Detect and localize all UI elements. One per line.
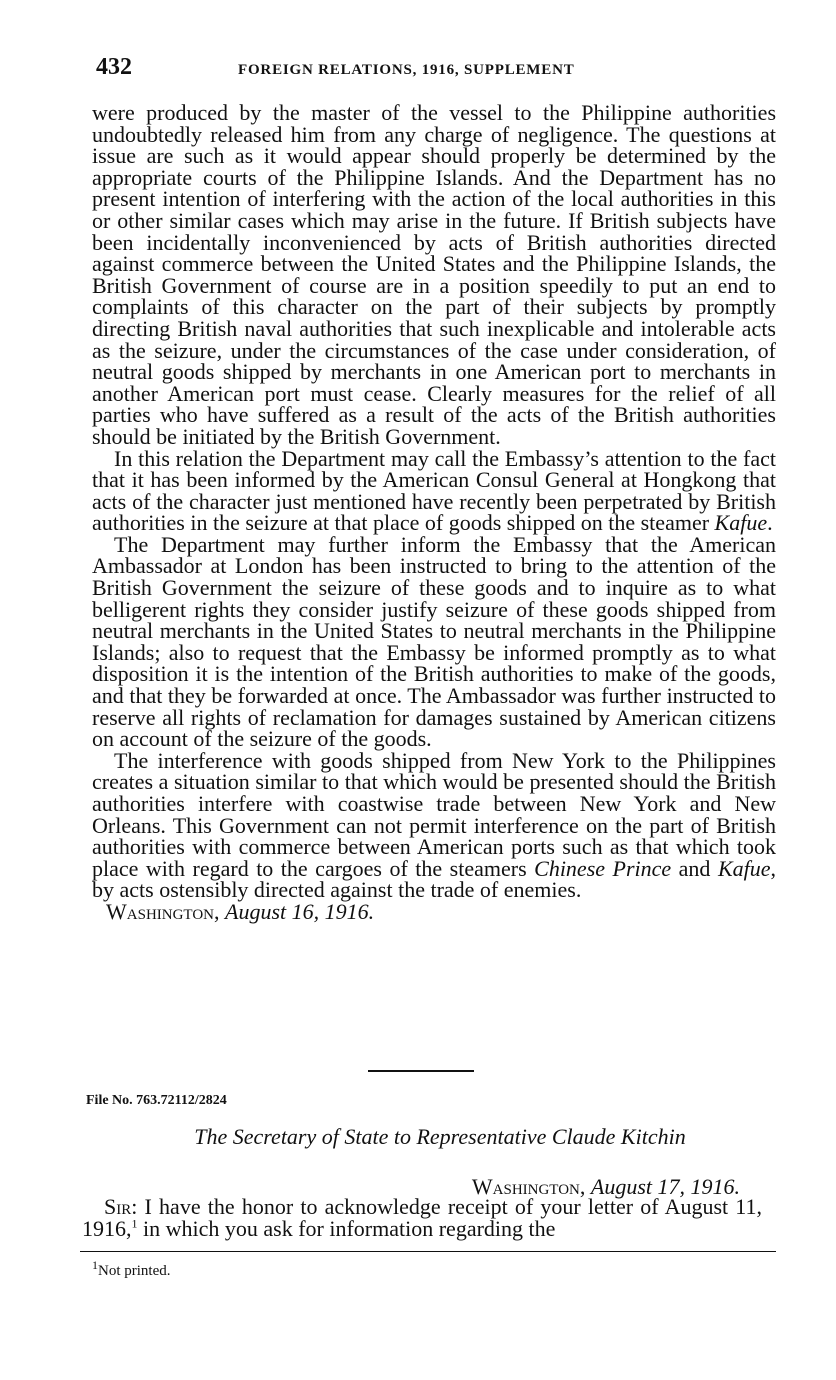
letter-text: in which you ask for information regarding the <box>137 1215 556 1241</box>
paragraph-ambassador-instructions: The Department may further inform the Embassy that the American Ambassador at London has been instructed to bring to the attention of the British Government the seizure of these goods and to inquire as to what belligerent rights they consider justify seizure of these goods shipped from neutral merchants in the United States to neutral merchants in the Philippine Islands; also to request that the Embassy be informed promptly as to what disposition it is the intention of the British authorities to make of the goods, and that they be forwarded at once. The Ambassador was further instructed to reserve all rights of reclamation for damages sustained by American citizens on account of the seizure of the goods. <box>92 531 776 752</box>
paragraph-text: The interference with goods shipped from New York to the Philippines creates a situation similar to that which would be presented should the British authorities interfere with coastwise trade between New York and New Orleans. This Government can not permit interference on the part of British authorities with commerce between American ports such as that which took place with regard to the cargoes of the steamers <box>92 747 776 881</box>
footnote-reference: 1 <box>131 1216 138 1231</box>
salutation: Sir: <box>104 1194 138 1219</box>
paragraph-text: and <box>671 855 718 881</box>
document-title: The Secretary of State to Representative Claude Kitchin <box>194 1124 686 1149</box>
running-head: FOREIGN RELATIONS, 1916, SUPPLEMENT <box>238 62 575 78</box>
signoff-place: Washington, <box>106 898 220 924</box>
paragraph-continuation: were produced by the master of the vessel to the Philippine authorities undoubtedly released him from any charge of negligence. The questions at issue are such as it would appear should properly be determined by the appropriate courts of the Philippine Islands. And the Department has no present intention of interfering with the action of the local authorities in this or other similar cases which may arise in the future. If British subjects have been incidentally inconvenienced by acts of British authorities directed against commerce between the United States and the Philippine Islands, the British Government of course are in a position speedily to put an end to complaints of this character on the part of their subjects by promptly directing British naval authorities that such inexplicable and intolerable acts as the seizure, under the circumstances of the case under consideration, of neutral goods shipped by merchants in one American port to merchants in another American port must cease. Clearly measures for the relief of all parties who have suffered as a result of the acts of the British authorities should be initiated by the British Government. <box>92 100 776 449</box>
footnote <box>92 1258 171 1280</box>
signoff-date: August 16, 1916. <box>225 898 375 924</box>
ship-name: Kafue <box>717 855 771 881</box>
paragraph-kafue-seizure <box>92 445 776 536</box>
file-number: File No. 763.72112/2824 <box>86 1093 227 1108</box>
ship-name: Chinese Prince <box>534 855 672 881</box>
section-divider <box>368 1070 474 1072</box>
paragraph-text: . <box>767 510 773 536</box>
footnote-rule <box>80 1251 776 1252</box>
dateline-date: August 17, 1916. <box>590 1174 740 1199</box>
main-text <box>92 102 776 923</box>
page-header <box>96 54 776 84</box>
dateline-place: Washington, <box>471 1174 586 1199</box>
letter-opening <box>82 1196 762 1239</box>
page-number: 432 <box>96 54 132 80</box>
paragraph-text: , by acts ostensibly directed against the trade of enemies. <box>92 855 776 903</box>
letter-body <box>82 1196 762 1239</box>
footnote-text: Not printed. <box>98 1263 171 1279</box>
paragraph-coastwise-trade <box>92 747 776 903</box>
letter-text: I have the honor to acknowledge receipt of your letter of August 11, 1916, <box>82 1194 762 1241</box>
footnote-marker: 1 <box>92 1258 98 1272</box>
signoff <box>92 898 776 924</box>
paragraph-text: In this relation the Department may call the Embassy’s attention to the fact that it has been informed by the American Consul General at Hongkong that acts of the character just mentioned have recently been perpetrated by British authorities in the seizure at that place of goods shipped on the steamer <box>92 445 776 536</box>
ship-name: Kafue <box>714 510 768 536</box>
